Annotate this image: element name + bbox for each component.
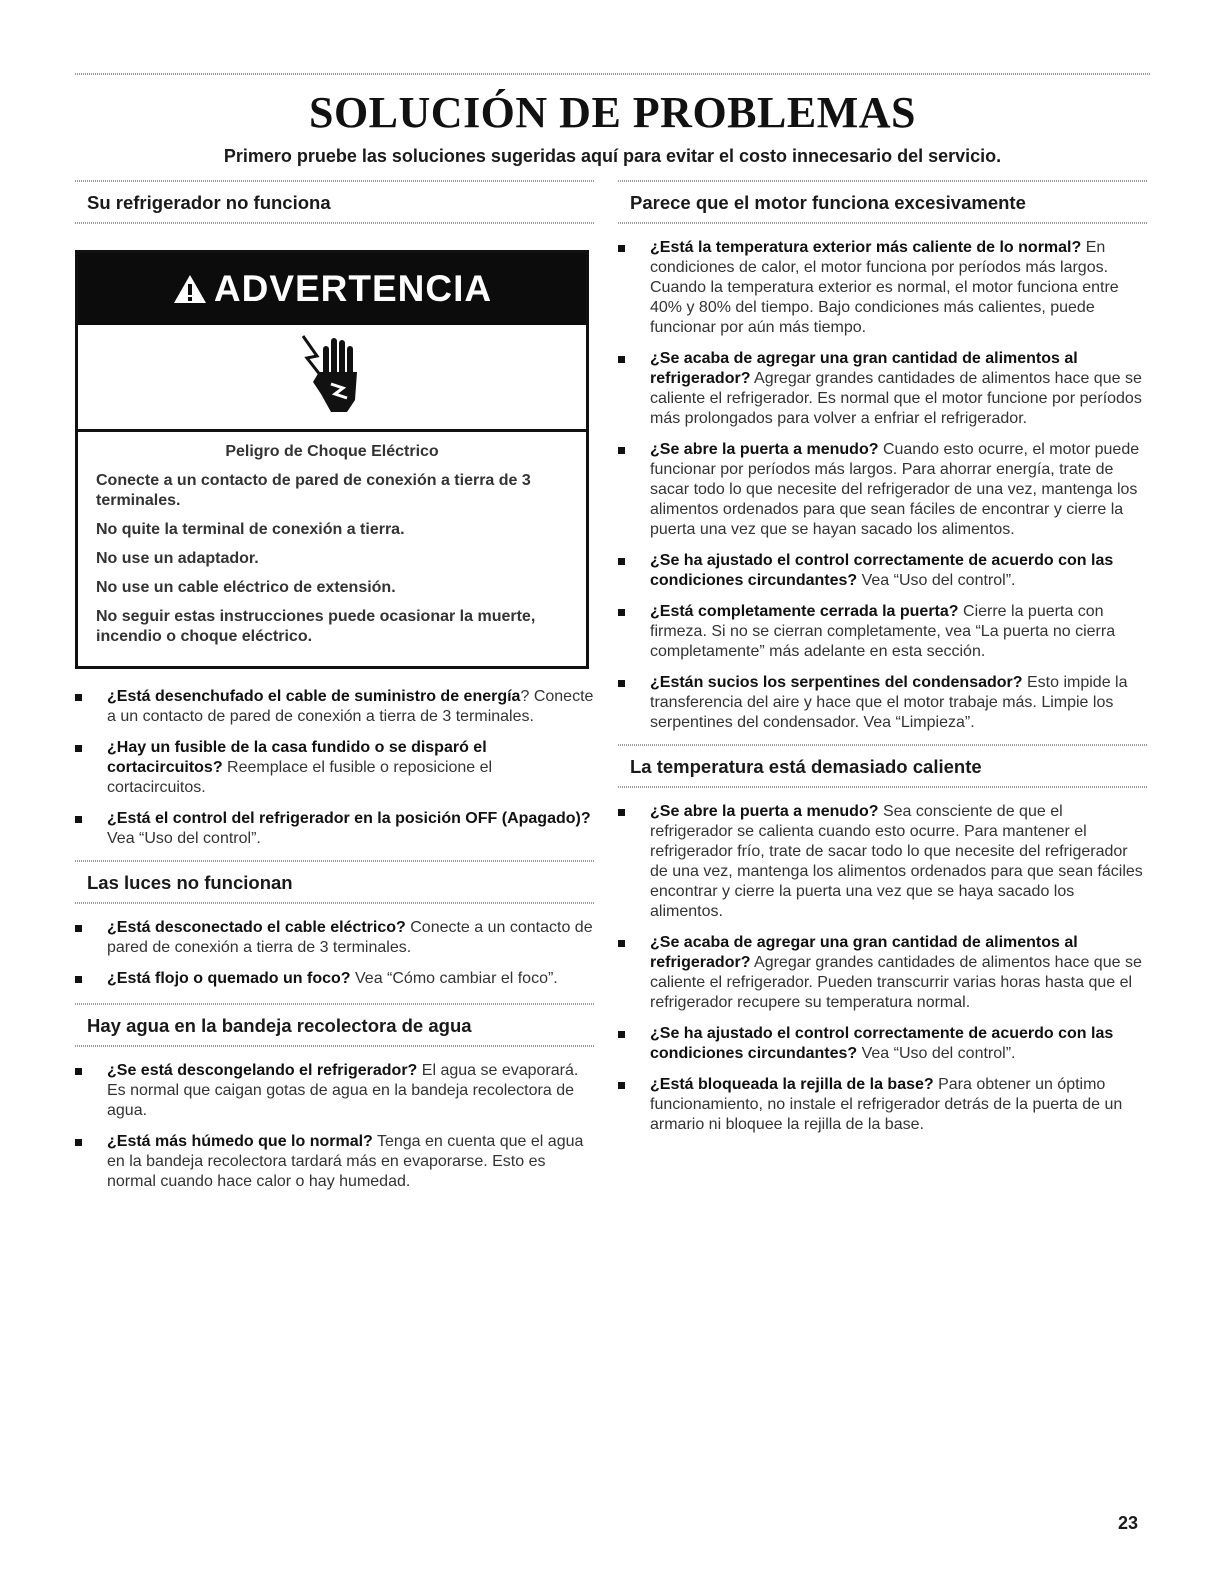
list-item: ¿Se acaba de agregar una gran cantidad de alimentos al refrigerador? Agregar grandes cantidades de alimentos hace que se caliente el refrigerador. Pueden transcurrir varias horas hasta que el refrigerador recupere su temperatura normal. <box>618 933 1148 1013</box>
section-header <box>75 1003 595 1047</box>
top-rule <box>75 73 1150 75</box>
list <box>75 1061 595 1192</box>
section-heading: Hay agua en la bandeja recolectora de agua <box>87 1015 472 1036</box>
right-column <box>618 180 1148 1146</box>
list-item: ¿Está bloqueada la rejilla de la base? Para obtener un óptimo funcionamiento, no instale el refrigerador detrás de la puerta de un armario ni bloquee la rejilla de la base. <box>618 1075 1148 1135</box>
list-item: ¿Están sucios los serpentines del condensador? Esto impide la transferencia del aire y hace que el motor trabaje más. Limpie los serpentines del condensador. Vea “Limpieza”. <box>618 673 1148 733</box>
page-number: 23 <box>1118 1513 1139 1533</box>
list-item: ¿Está completamente cerrada la puerta? Cierre la puerta con firmeza. Si no se cierran completamente, vea “La puerta no cierra completamente” más adelante en esta sección. <box>618 602 1148 662</box>
warning-banner-text: ADVERTENCIA <box>213 268 493 309</box>
section-header <box>618 180 1148 224</box>
warning-box <box>75 250 589 669</box>
list-item: ¿Hay un fusible de la casa fundido o se disparó el cortacircuitos? Reemplace el fusible o reposicione el cortacircuitos. <box>75 738 595 798</box>
list-item: ¿Se ha ajustado el control correctamente de acuerdo con las condiciones circundantes? Vea “Uso del control”. <box>618 1024 1148 1064</box>
list-item: ¿Está flojo o quemado un foco? Vea “Cómo cambiar el foco”. <box>75 969 595 989</box>
list-item: ¿Está el control del refrigerador en la posición OFF (Apagado)? Vea “Uso del control”. <box>75 809 595 849</box>
list-item: ¿Está desconectado el cable eléctrico? Conecte a un contacto de pared de conexión a tierra de 3 terminales. <box>75 918 595 958</box>
warning-line: No seguir estas instrucciones puede ocasionar la muerte, incendio o choque eléctrico. <box>96 608 536 645</box>
list-item: ¿Se acaba de agregar una gran cantidad de alimentos al refrigerador? Agregar grandes cantidades de alimentos hace que se caliente el refrigerador. Es normal que el motor funcione por períodos más prolongados para volver a enfriar el refrigerador. <box>618 349 1148 429</box>
list-item: ¿Se está descongelando el refrigerador? El agua se evaporará. Es normal que caigan gotas de agua en la bandeja recolectora de agua. <box>75 1061 595 1121</box>
section-heading: Parece que el motor funciona excesivamente <box>630 192 1026 213</box>
section-heading: Las luces no funcionan <box>87 872 293 893</box>
list <box>75 687 595 849</box>
warning-line: No quite la terminal de conexión a tierra. <box>96 521 405 538</box>
list-item: ¿Se ha ajustado el control correctamente de acuerdo con las condiciones circundantes? Vea “Uso del control”. <box>618 551 1148 591</box>
list <box>618 802 1148 1135</box>
list-item: ¿Está más húmedo que lo normal? Tenga en cuenta que el agua en la bandeja recolectora tardará más en evaporarse. Esto es normal cuando hace calor o hay humedad. <box>75 1132 595 1192</box>
section-heading: La temperatura está demasiado caliente <box>630 756 982 777</box>
warning-triangle-icon <box>172 273 208 305</box>
left-column <box>75 180 595 1203</box>
list-item: ¿Se abre la puerta a menudo? Cuando esto ocurre, el motor puede funcionar por períodos más largos. Para ahorrar energía, trate de sacar todo lo que necesite del refrigerador de una vez, mantenga los alimentos ordenados para que sean fáciles de encontrar y cierre la puerta una vez que se hayan sacado los alimentos. <box>618 440 1148 540</box>
list-item: ¿Se abre la puerta a menudo? Sea consciente de que el refrigerador se calienta cuando esto ocurre. Para mantener el refrigerador frío, trate de sacar todo lo que necesite del refrigerador de una vez, mantenga los alimentos ordenados para que sean fáciles encontrar y cierre la puerta una vez que se haya sacado los alimentos. <box>618 802 1148 922</box>
electric-shock-hand-icon <box>297 332 367 422</box>
list-item: ¿Está desenchufado el cable de suministro de energía? Conecte a un contacto de pared de conexión a tierra de 3 terminales. <box>75 687 595 727</box>
list <box>618 238 1148 733</box>
warning-line: Conecte a un contacto de pared de conexión a tierra de 3 terminales. <box>96 472 531 509</box>
warning-line: No use un adaptador. <box>96 550 259 567</box>
section-header <box>618 744 1148 788</box>
page-subtitle: Primero pruebe las soluciones sugeridas aquí para evitar el costo innecesario del servicio. <box>223 146 1002 166</box>
warning-banner <box>78 253 586 325</box>
section-header <box>75 180 595 224</box>
warning-line: No use un cable eléctrico de extensión. <box>96 579 396 596</box>
list-item: ¿Está la temperatura exterior más caliente de lo normal? En condiciones de calor, el motor funciona por períodos más largos. Cuando la temperatura exterior es normal, el motor funciona entre 40% y 80% del tiempo. Bajo condiciones más calientes, puede funcionar por aún más tiempo. <box>618 238 1148 338</box>
hazard-title: Peligro de Choque Eléctrico <box>225 443 439 460</box>
section-heading: Su refrigerador no funciona <box>87 192 331 213</box>
list <box>75 918 595 989</box>
section-header <box>75 860 595 904</box>
page-title: SOLUCIÓN DE PROBLEMAS <box>308 88 917 137</box>
